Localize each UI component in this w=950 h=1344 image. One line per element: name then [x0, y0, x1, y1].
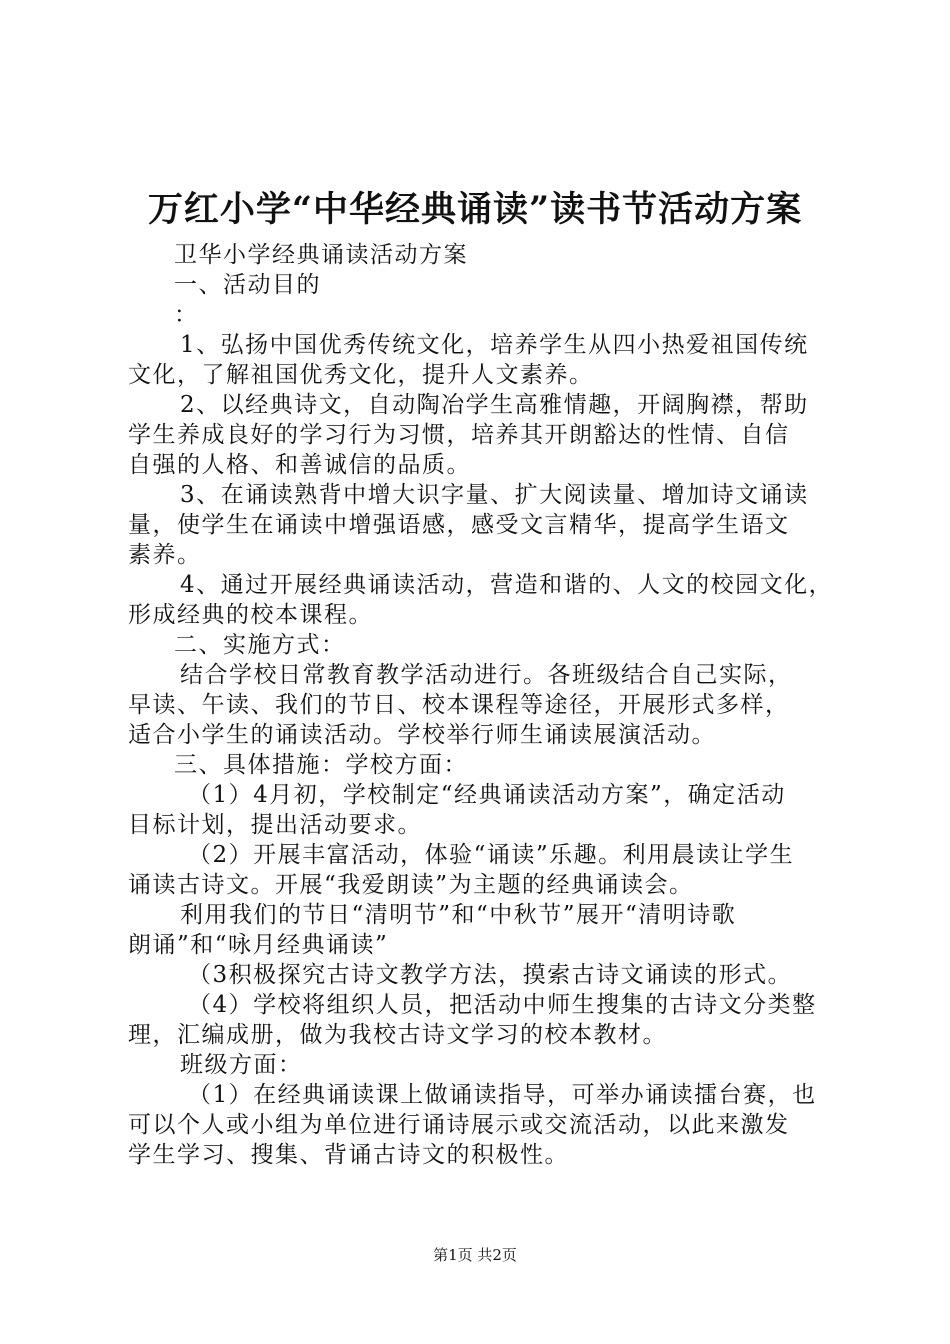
paragraph-line: 理，汇编成册，做为我校古诗文学习的校本教材。 — [128, 1022, 667, 1048]
document-title: 万红小学“中华经典诵读”读书节活动方案 — [147, 189, 803, 230]
paragraph-line: 早读、午读、我们的节日、校本课程等途径，开展形式多样， — [128, 692, 790, 718]
paragraph-line: 4、通过开展经典诵读活动，营造和谐的、人文的校园文化， — [180, 572, 834, 598]
paragraph-line: （1）在经典诵读课上做诵读指导，可举办诵读擂台赛，也 — [188, 1082, 817, 1108]
paragraph-line: （4）学校将组织人员，把活动中师生搜集的古诗文分类整 — [188, 992, 817, 1018]
subtitle-line: 卫华小学经典诵读活动方案 — [174, 242, 468, 268]
paragraph-line: 利用我们的节日“清明节”和“中秋节”展开“清明诗歌 — [180, 902, 737, 928]
paragraph-line: 学生学习、搜集、背诵古诗文的积极性。 — [128, 1142, 569, 1168]
paragraph-line: 2、以经典诗文，自动陶冶学生高雅情趣，开阔胸襟，帮助 — [180, 392, 809, 418]
paragraph-line: 文化，了解祖国优秀文化，提升人文素养。 — [128, 362, 594, 388]
paragraph-line: 量，使学生在诵读中增强语感，感受文言精华，提高学生语文 — [128, 512, 790, 538]
paragraph-line: （3积极探究古诗文教学方法，摸索古诗文诵读的形式。 — [188, 962, 793, 988]
page-number: 第1页 共2页 — [433, 1246, 517, 1264]
paragraph-line: 自强的人格、和善诚信的品质。 — [128, 452, 471, 478]
section-heading: 二、实施方式： — [174, 632, 346, 658]
paragraph-line: （2）开展丰富活动，体验“诵读”乐趣。利用晨读让学生 — [188, 842, 795, 868]
paragraph-line: 素养。 — [128, 542, 202, 568]
section-heading: 一、活动目的 — [174, 272, 321, 298]
text-line: ： — [174, 302, 199, 328]
paragraph-line: 目标计划，提出活动要求。 — [128, 812, 422, 838]
paragraph-line: 结合学校日常教育教学活动进行。各班级结合自己实际， — [180, 662, 793, 688]
paragraph-line: （1）4月初，学校制定“经典诵读活动方案”，确定活动 — [188, 782, 786, 808]
section-heading: 班级方面： — [180, 1052, 303, 1078]
document-body — [128, 240, 848, 1170]
paragraph-line: 学生养成良好的学习行为习惯，培养其开朗豁达的性情、自信 — [128, 422, 790, 448]
paragraph-line: 形成经典的校本课程。 — [128, 602, 373, 628]
paragraph-line: 诵读古诗文。开展“我爱朗读”为主题的经典诵读会。 — [128, 872, 694, 898]
section-heading: 三、具体措施：学校方面： — [174, 752, 468, 778]
paragraph-line: 朗诵”和“咏月经典诵读” — [128, 932, 389, 958]
paragraph-line: 可以个人或小组为单位进行诵诗展示或交流活动，以此来激发 — [128, 1112, 790, 1138]
paragraph-line: 1、弘扬中国优秀传统文化，培养学生从四小热爱祖国传统 — [180, 332, 809, 358]
paragraph-line: 适合小学生的诵读活动。学校举行师生诵读展演活动。 — [128, 722, 716, 748]
paragraph-line: 3、在诵读熟背中增大识字量、扩大阅读量、增加诗文诵读 — [180, 482, 809, 508]
